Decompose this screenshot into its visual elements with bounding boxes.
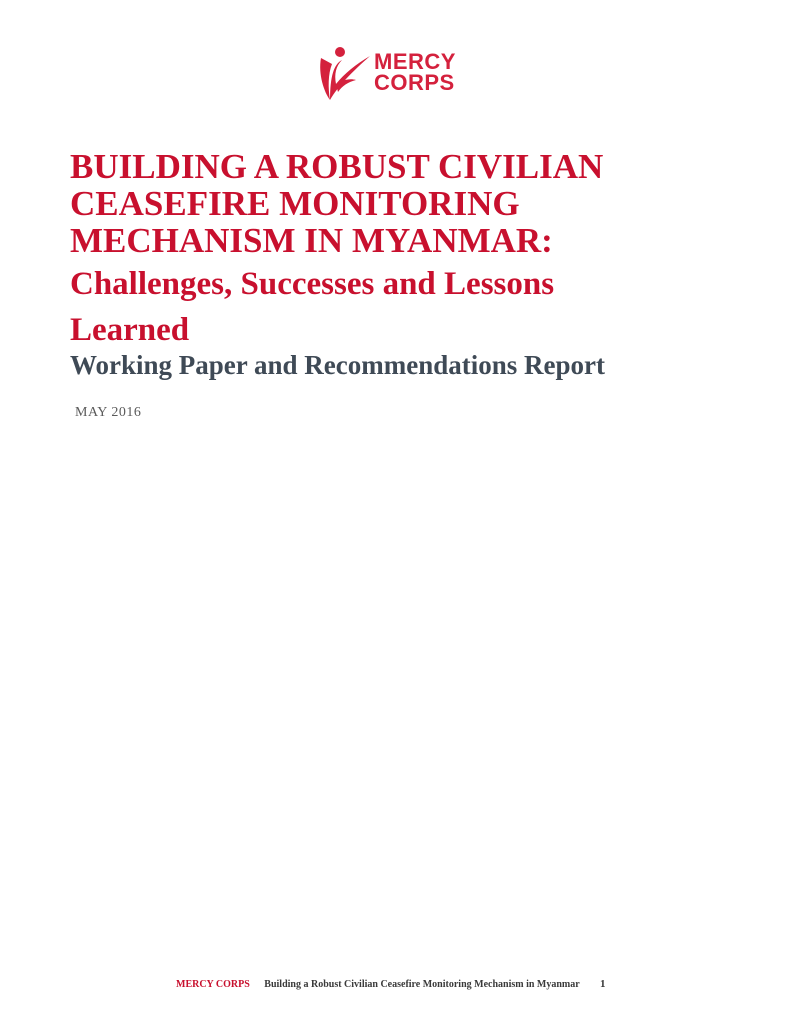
- document-title: [70, 148, 750, 351]
- footer-org: MERCY CORPS: [176, 979, 250, 990]
- logo-text-line2: CORPS: [374, 70, 455, 95]
- footer-page-number: 1: [600, 978, 606, 990]
- title-subline-1: Challenges, Successes and Lessons: [70, 266, 555, 302]
- page-footer: [176, 978, 606, 990]
- logo-wordmark: [374, 51, 456, 93]
- logo-text-line1: MERCY: [374, 49, 456, 74]
- mercy-corps-logo: [316, 44, 486, 106]
- title-subline-2: Learned: [70, 312, 190, 348]
- title-line-2: CEASEFIRE MONITORING: [70, 184, 520, 223]
- title-line-1: BUILDING A ROBUST CIVILIAN: [70, 147, 604, 186]
- publication-date: MAY 2016: [75, 405, 142, 420]
- document-subtitle: Working Paper and Recommendations Report: [70, 350, 606, 380]
- title-line-3: MECHANISM IN MYANMAR:: [70, 221, 553, 260]
- footer-doc-title: Building a Robust Civilian Ceasefire Monitoring Mechanism in Myanmar: [264, 979, 580, 990]
- mercy-corps-figure-icon: [316, 44, 372, 106]
